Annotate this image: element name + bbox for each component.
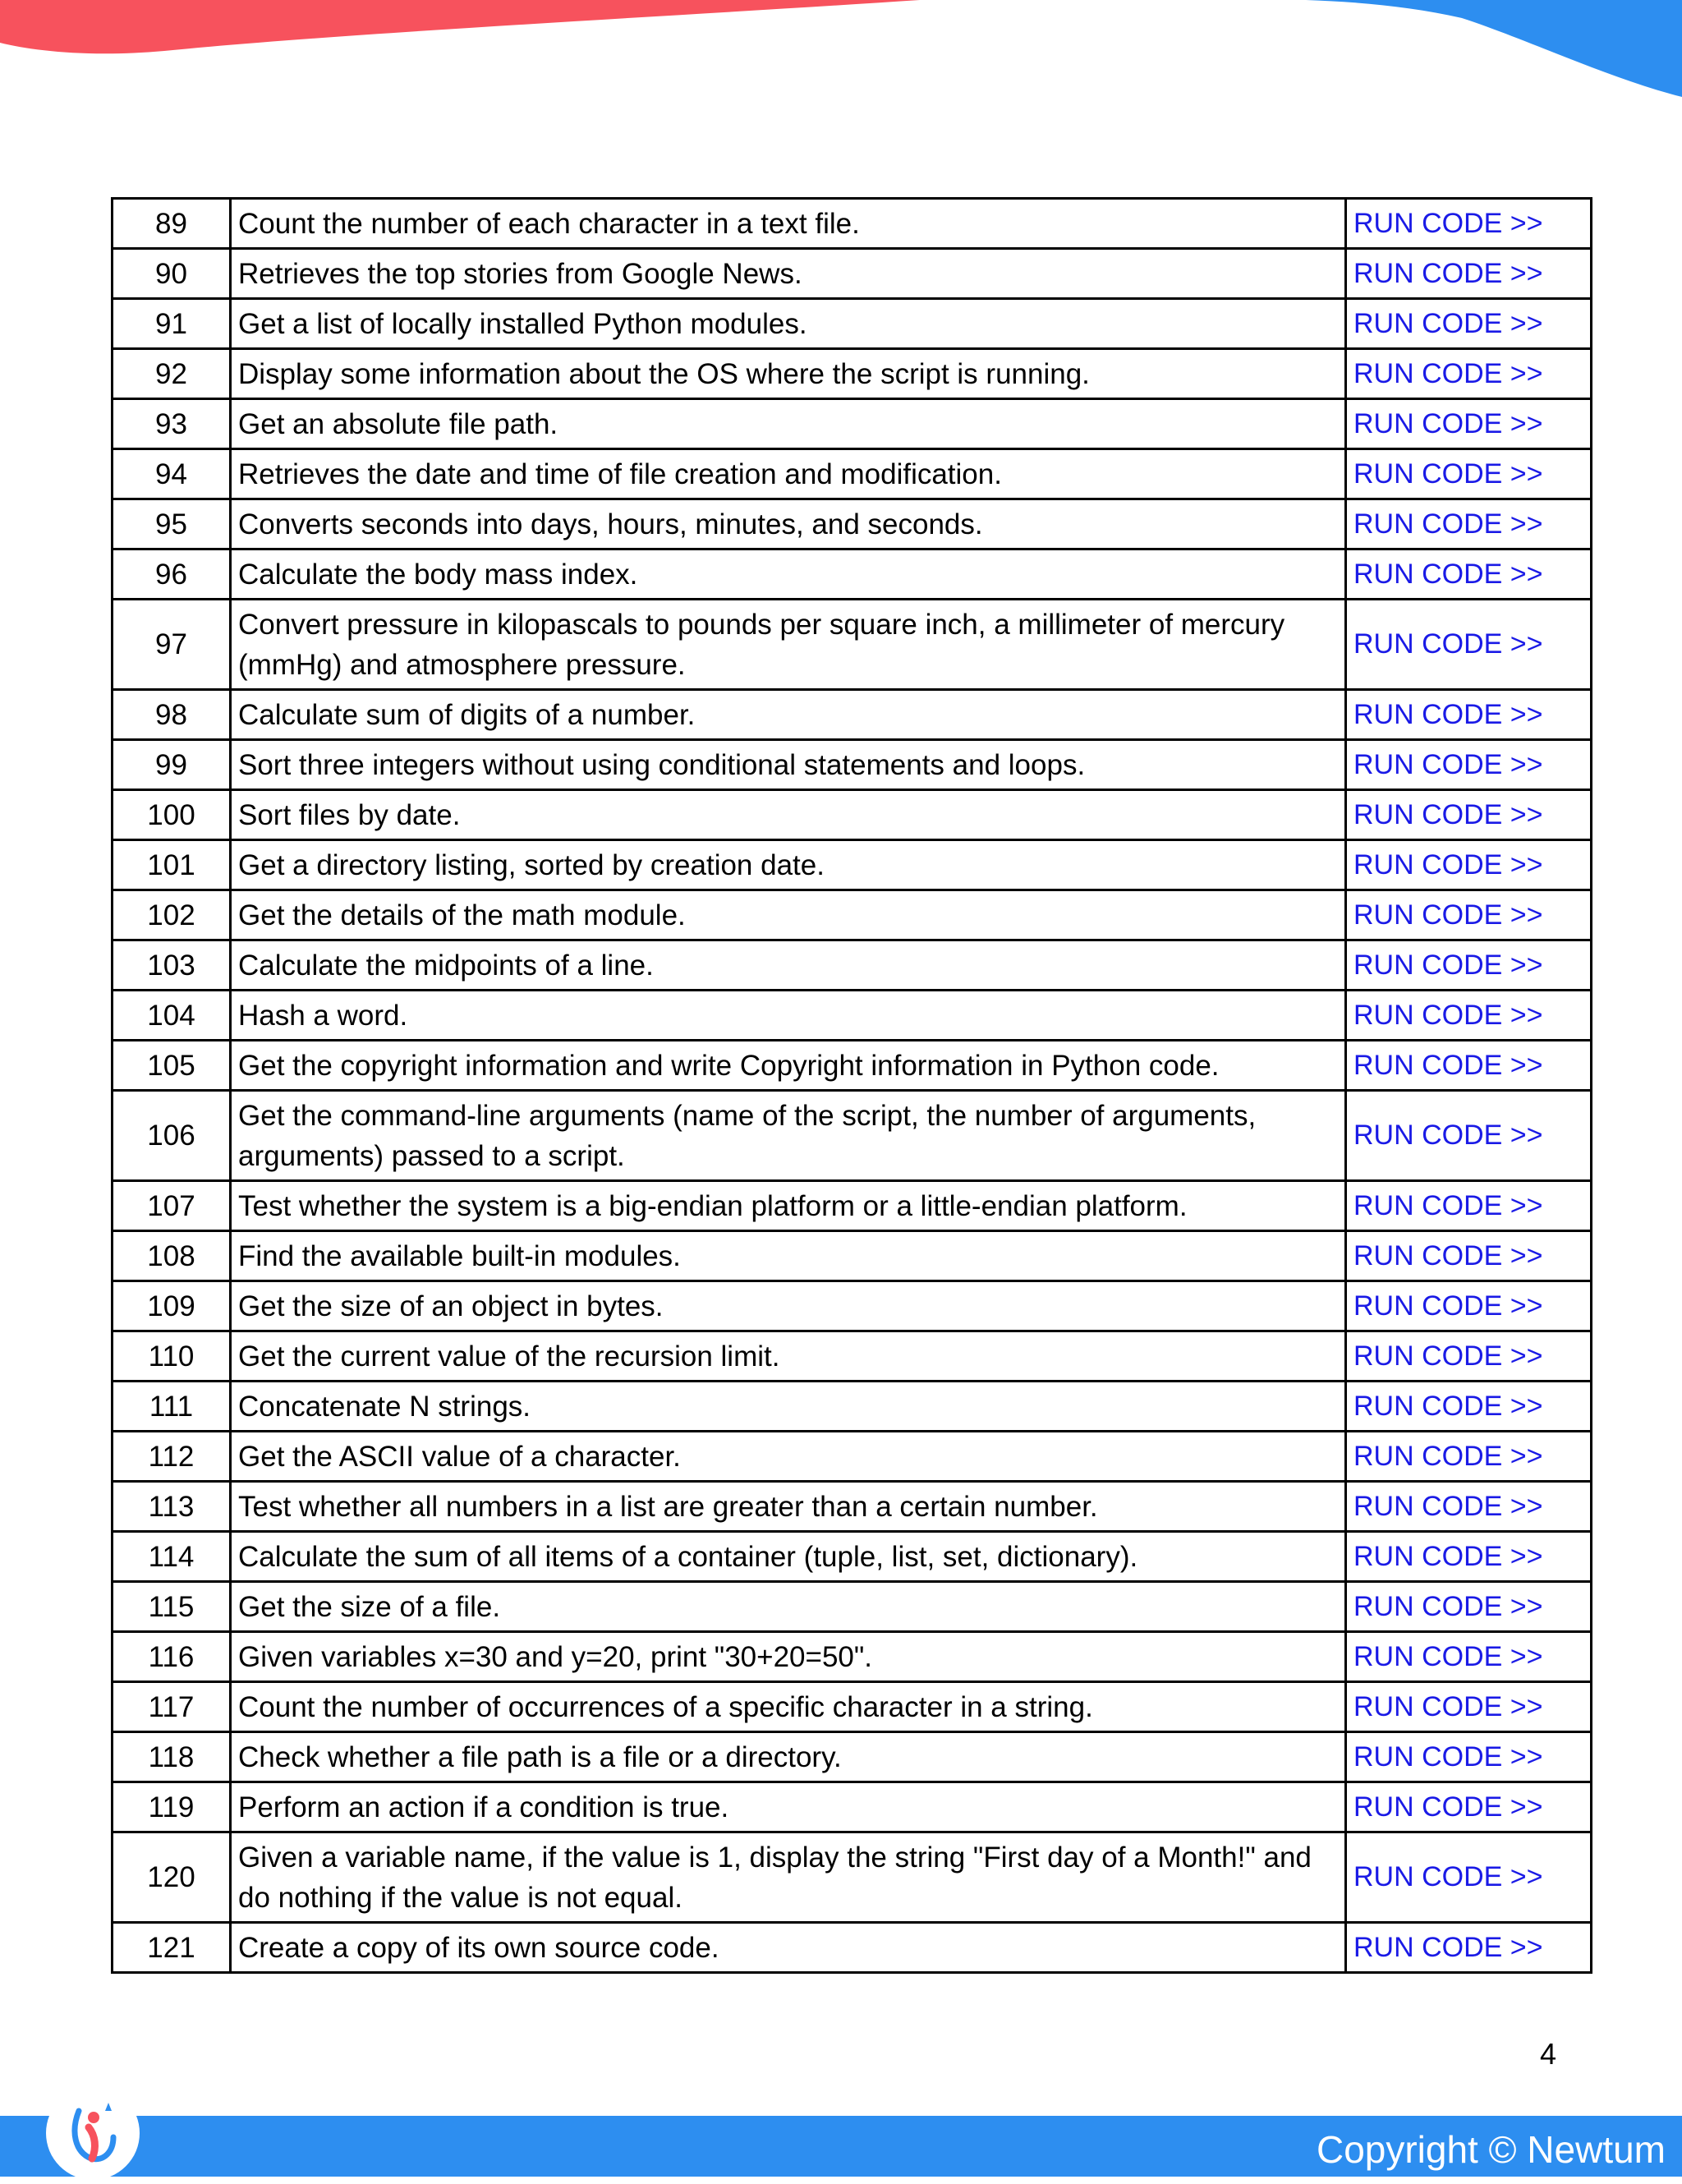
table-row xyxy=(113,299,1592,349)
header-blue-wave xyxy=(1306,0,1682,97)
program-description: Calculate the sum of all items of a container (tuple, list, set, dictionary). xyxy=(231,1532,1346,1582)
row-number: 107 xyxy=(113,1181,231,1231)
header-red-wave xyxy=(0,0,920,53)
run-code-link[interactable]: RUN CODE >> xyxy=(1346,1732,1592,1782)
run-code-link[interactable]: RUN CODE >> xyxy=(1346,1832,1592,1923)
header-wave-decoration xyxy=(0,0,1682,107)
program-description: Count the number of occurrences of a specific character in a string. xyxy=(231,1682,1346,1732)
table-row xyxy=(113,349,1592,399)
row-number: 121 xyxy=(113,1923,231,1973)
program-description: Concatenate N strings. xyxy=(231,1382,1346,1432)
program-description: Get the copyright information and write Copyright information in Python code. xyxy=(231,1041,1346,1091)
table-row xyxy=(113,840,1592,890)
table-row xyxy=(113,1181,1592,1231)
run-code-link[interactable]: RUN CODE >> xyxy=(1346,690,1592,740)
table-row xyxy=(113,1532,1592,1582)
run-code-link[interactable]: RUN CODE >> xyxy=(1346,840,1592,890)
table-row xyxy=(113,1281,1592,1331)
table-row xyxy=(113,940,1592,991)
run-code-link[interactable]: RUN CODE >> xyxy=(1346,549,1592,600)
run-code-link[interactable]: RUN CODE >> xyxy=(1346,890,1592,940)
row-number: 108 xyxy=(113,1231,231,1281)
row-number: 115 xyxy=(113,1582,231,1632)
program-description: Perform an action if a condition is true. xyxy=(231,1782,1346,1832)
run-code-link[interactable]: RUN CODE >> xyxy=(1346,1682,1592,1732)
program-description: Count the number of each character in a text file. xyxy=(231,199,1346,249)
program-description: Convert pressure in kilopascals to pounds per square inch, a millimeter of mercury (mmHg) and atmosphere pressure. xyxy=(231,600,1346,690)
run-code-link[interactable]: RUN CODE >> xyxy=(1346,991,1592,1041)
row-number: 116 xyxy=(113,1632,231,1682)
table-row xyxy=(113,991,1592,1041)
program-description: Get the ASCII value of a character. xyxy=(231,1432,1346,1482)
program-description: Get the size of an object in bytes. xyxy=(231,1281,1346,1331)
table-row xyxy=(113,600,1592,690)
row-number: 98 xyxy=(113,690,231,740)
page-number: 4 xyxy=(1539,2037,1557,2071)
programs-table xyxy=(111,197,1592,1974)
table-row xyxy=(113,1482,1592,1532)
table-row xyxy=(113,1331,1592,1382)
table-row xyxy=(113,1382,1592,1432)
row-number: 91 xyxy=(113,299,231,349)
row-number: 110 xyxy=(113,1331,231,1382)
table-row xyxy=(113,199,1592,249)
table-row xyxy=(113,1732,1592,1782)
program-description: Check whether a file path is a file or a directory. xyxy=(231,1732,1346,1782)
row-number: 106 xyxy=(113,1091,231,1181)
row-number: 117 xyxy=(113,1682,231,1732)
table-row xyxy=(113,399,1592,449)
program-description: Get the details of the math module. xyxy=(231,890,1346,940)
row-number: 96 xyxy=(113,549,231,600)
program-description: Display some information about the OS where the script is running. xyxy=(231,349,1346,399)
table-row xyxy=(113,499,1592,549)
row-number: 90 xyxy=(113,249,231,299)
program-description: Retrieves the top stories from Google News. xyxy=(231,249,1346,299)
run-code-link[interactable]: RUN CODE >> xyxy=(1346,199,1592,249)
program-description: Get the size of a file. xyxy=(231,1582,1346,1632)
run-code-link[interactable]: RUN CODE >> xyxy=(1346,1632,1592,1682)
table-row xyxy=(113,1923,1592,1973)
program-description: Retrieves the date and time of file creation and modification. xyxy=(231,449,1346,499)
program-description: Get the current value of the recursion limit. xyxy=(231,1331,1346,1382)
run-code-link[interactable]: RUN CODE >> xyxy=(1346,600,1592,690)
table-row xyxy=(113,1091,1592,1181)
table-row xyxy=(113,790,1592,840)
row-number: 103 xyxy=(113,940,231,991)
program-description: Given variables x=30 and y=20, print "30+20=50". xyxy=(231,1632,1346,1682)
row-number: 118 xyxy=(113,1732,231,1782)
program-description: Calculate sum of digits of a number. xyxy=(231,690,1346,740)
program-description: Find the available built-in modules. xyxy=(231,1231,1346,1281)
row-number: 112 xyxy=(113,1432,231,1482)
row-number: 97 xyxy=(113,600,231,690)
table-row xyxy=(113,1782,1592,1832)
run-code-link[interactable]: RUN CODE >> xyxy=(1346,449,1592,499)
program-description: Create a copy of its own source code. xyxy=(231,1923,1346,1973)
run-code-link[interactable]: RUN CODE >> xyxy=(1346,399,1592,449)
run-code-link[interactable]: RUN CODE >> xyxy=(1346,1231,1592,1281)
run-code-link[interactable]: RUN CODE >> xyxy=(1346,1281,1592,1331)
row-number: 100 xyxy=(113,790,231,840)
row-number: 113 xyxy=(113,1482,231,1532)
table-row xyxy=(113,1832,1592,1923)
row-number: 99 xyxy=(113,740,231,790)
run-code-link[interactable]: RUN CODE >> xyxy=(1346,740,1592,790)
program-description: Test whether all numbers in a list are greater than a certain number. xyxy=(231,1482,1346,1532)
run-code-link[interactable]: RUN CODE >> xyxy=(1346,790,1592,840)
run-code-link[interactable]: RUN CODE >> xyxy=(1346,499,1592,549)
program-description: Hash a word. xyxy=(231,991,1346,1041)
program-description: Get an absolute file path. xyxy=(231,399,1346,449)
program-description: Given a variable name, if the value is 1, display the string "First day of a Month!" and do nothing if the value is not equal. xyxy=(231,1832,1346,1923)
run-code-link[interactable]: RUN CODE >> xyxy=(1346,940,1592,991)
run-code-link[interactable]: RUN CODE >> xyxy=(1346,1382,1592,1432)
table-row xyxy=(113,690,1592,740)
row-number: 111 xyxy=(113,1382,231,1432)
row-number: 104 xyxy=(113,991,231,1041)
table-row xyxy=(113,1632,1592,1682)
row-number: 89 xyxy=(113,199,231,249)
run-code-link[interactable]: RUN CODE >> xyxy=(1346,1091,1592,1181)
table-row xyxy=(113,449,1592,499)
table-row xyxy=(113,1582,1592,1632)
row-number: 92 xyxy=(113,349,231,399)
row-number: 114 xyxy=(113,1532,231,1582)
table-row xyxy=(113,1231,1592,1281)
table-row xyxy=(113,549,1592,600)
run-code-link[interactable]: RUN CODE >> xyxy=(1346,299,1592,349)
run-code-link[interactable]: RUN CODE >> xyxy=(1346,1041,1592,1091)
program-description: Sort three integers without using conditional statements and loops. xyxy=(231,740,1346,790)
table-row xyxy=(113,1432,1592,1482)
row-number: 101 xyxy=(113,840,231,890)
run-code-link[interactable]: RUN CODE >> xyxy=(1346,1432,1592,1482)
table-row xyxy=(113,1682,1592,1732)
newtum-logo xyxy=(46,2086,140,2180)
row-number: 94 xyxy=(113,449,231,499)
program-description: Converts seconds into days, hours, minutes, and seconds. xyxy=(231,499,1346,549)
program-description: Get a list of locally installed Python modules. xyxy=(231,299,1346,349)
row-number: 95 xyxy=(113,499,231,549)
run-code-link[interactable]: RUN CODE >> xyxy=(1346,1331,1592,1382)
program-description: Calculate the midpoints of a line. xyxy=(231,940,1346,991)
newtum-logo-icon xyxy=(46,2086,140,2180)
program-description: Get a directory listing, sorted by creation date. xyxy=(231,840,1346,890)
row-number: 93 xyxy=(113,399,231,449)
row-number: 120 xyxy=(113,1832,231,1923)
run-code-link[interactable]: RUN CODE >> xyxy=(1346,1782,1592,1832)
table-row xyxy=(113,740,1592,790)
program-description: Get the command-line arguments (name of the script, the number of arguments, arguments) passed to a script. xyxy=(231,1091,1346,1181)
row-number: 102 xyxy=(113,890,231,940)
table-row xyxy=(113,890,1592,940)
table-row xyxy=(113,249,1592,299)
run-code-link[interactable]: RUN CODE >> xyxy=(1346,1482,1592,1532)
run-code-link[interactable]: RUN CODE >> xyxy=(1346,349,1592,399)
copyright-text: Copyright © Newtum xyxy=(1316,2128,1666,2171)
run-code-link[interactable]: RUN CODE >> xyxy=(1346,1923,1592,1973)
program-description: Test whether the system is a big-endian platform or a little-endian platform. xyxy=(231,1181,1346,1231)
run-code-link[interactable]: RUN CODE >> xyxy=(1346,1181,1592,1231)
row-number: 109 xyxy=(113,1281,231,1331)
run-code-link[interactable]: RUN CODE >> xyxy=(1346,249,1592,299)
row-number: 119 xyxy=(113,1782,231,1832)
run-code-link[interactable]: RUN CODE >> xyxy=(1346,1532,1592,1582)
table-row xyxy=(113,1041,1592,1091)
run-code-link[interactable]: RUN CODE >> xyxy=(1346,1582,1592,1632)
program-description: Calculate the body mass index. xyxy=(231,549,1346,600)
program-description: Sort files by date. xyxy=(231,790,1346,840)
row-number: 105 xyxy=(113,1041,231,1091)
